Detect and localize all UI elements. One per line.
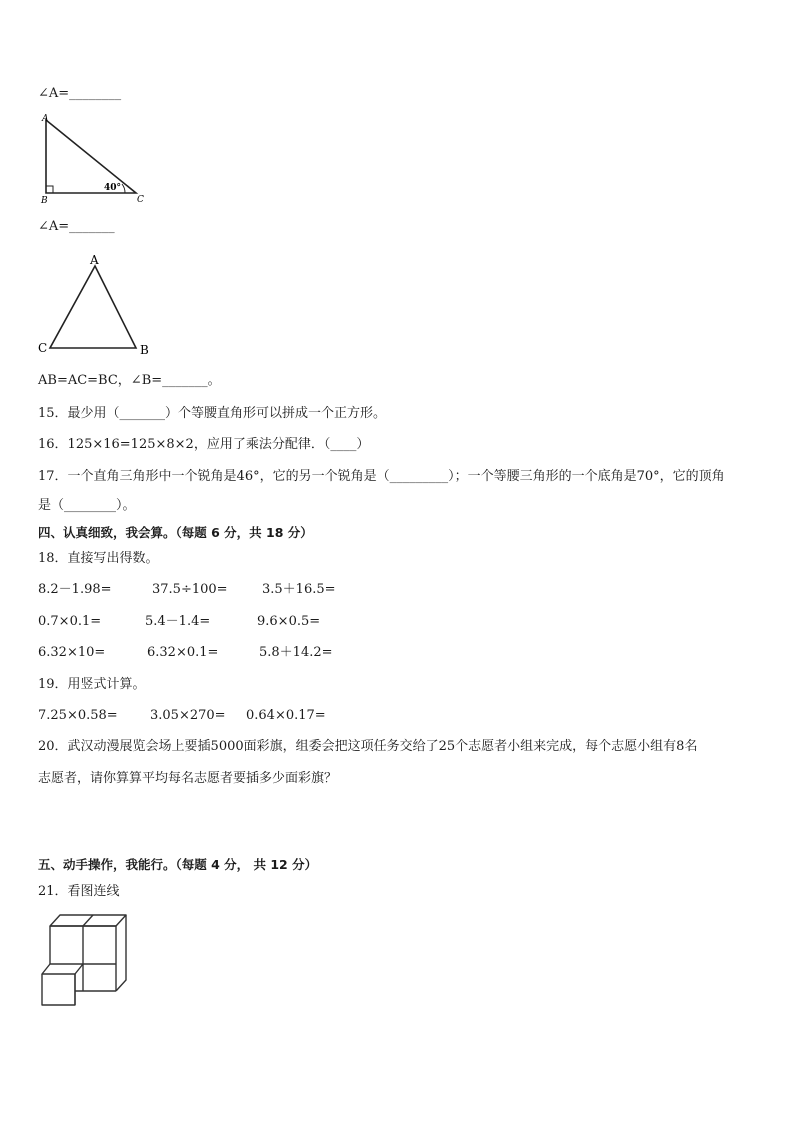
calc-item: 3.5＋16.5= — [262, 582, 336, 597]
question-15: 15．最少用（_______）个等腰直角形可以拼成一个正方形。 — [38, 406, 387, 421]
question-16: 16．125×16=125×8×2，应用了乘法分配律．（____） — [38, 437, 370, 452]
fig2-label-c: C — [38, 341, 48, 355]
calc-item: 5.4－1.4= — [145, 614, 211, 629]
calc-item: 7.25×0.58= — [38, 708, 118, 723]
question-21: 21．看图连线 — [38, 884, 120, 899]
question-19: 19．用竖式计算。 — [38, 677, 146, 692]
calc-item: 8.2－1.98= — [38, 582, 112, 597]
question-17-line-1: 17．一个直角三角形中一个锐角是46°，它的另一个锐角是（_________）；一个等腰三角形的一个底角是70°，它的顶角 — [38, 469, 725, 484]
angle-a-answer-1: ∠A=________ — [38, 86, 122, 101]
right-triangle-figure — [36, 112, 156, 206]
fig1-label-c: C — [137, 195, 144, 205]
question-20-line-1: 20．武汉动漫展览会场上要插5000面彩旗，组委会把这项任务交给了25个志愿者小组来完成，每个志愿小组有8名 — [38, 739, 698, 754]
calc-item: 3.05×270= — [150, 708, 226, 723]
question-20-line-2: 志愿者，请你算算平均每名志愿者要插多少面彩旗？ — [38, 771, 338, 786]
calc-item: 6.32×10= — [38, 645, 106, 660]
question-17-line-2: 是（________）。 — [38, 498, 136, 513]
question-18: 18．直接写出得数。 — [38, 551, 159, 566]
fig2-label-a: A — [90, 253, 99, 267]
calc-item: 6.32×0.1= — [147, 645, 219, 660]
calc-item: 37.5÷100= — [152, 582, 228, 597]
calc-item: 5.8＋14.2= — [259, 645, 333, 660]
angle-a-answer-2: ∠A=_______ — [38, 219, 115, 234]
section-5-heading: 五、动手操作，我能行。（每题 4 分， 共 12 分） — [38, 857, 318, 872]
fig2-label-b: B — [140, 343, 149, 357]
calc-item: 0.7×0.1= — [38, 614, 102, 629]
equilateral-triangle-figure — [36, 252, 156, 358]
cube-stack-figure — [38, 910, 132, 1010]
fig1-label-a: A — [42, 114, 49, 124]
fig1-label-b: B — [41, 196, 48, 206]
section-4-heading: 四、认真细致，我会算。（每题 6 分，共 18 分） — [38, 525, 313, 540]
calc-item: 0.64×0.17= — [246, 708, 326, 723]
calc-item: 9.6×0.5= — [257, 614, 321, 629]
fig1-angle-label: 40° — [104, 183, 122, 193]
isosceles-angle-b-line: AB=AC=BC，∠B=_______。 — [38, 373, 221, 388]
